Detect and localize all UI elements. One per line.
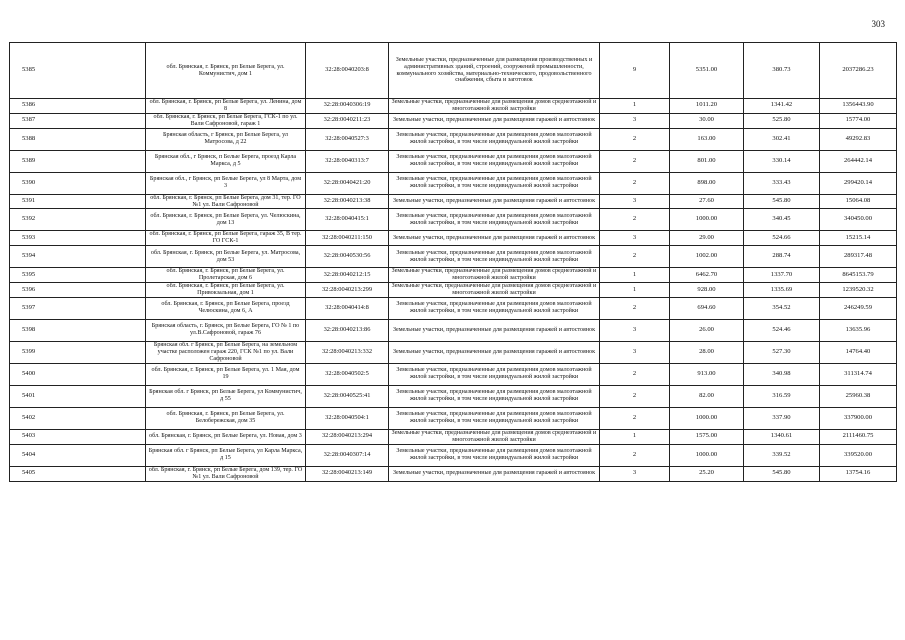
cadastral-value-cell: 13754.16 — [820, 466, 897, 481]
row-number-cell: 5387 — [10, 113, 146, 128]
table-row — [10, 268, 897, 283]
address-cell: обл. Брянская, г. Брянск, рп Белые Берега, ул. Ленина, дом 8 — [146, 99, 306, 114]
row-number-cell: 5388 — [10, 128, 146, 150]
address-cell: обл. Брянская, г. Брянск, рп Белые Берега, гараж 35, В тер. ГО ГСК-1 — [146, 231, 306, 246]
cadastral-number-cell: 32:28:0040307:14 — [306, 444, 389, 466]
land-use-cell: Земельные участки, предназначенные для размещения гаражей и автостоянок — [389, 113, 600, 128]
row-number-cell: 5398 — [10, 319, 146, 341]
specific-value-cell: 288.74 — [744, 246, 820, 268]
land-use-cell: Земельные участки, предназначенные для размещения домов среднеэтажной и многоэтажной жилой застройки — [389, 429, 600, 444]
land-use-cell: Земельные участки, предназначенные для размещения домов среднеэтажной и многоэтажной жилой застройки — [389, 99, 600, 114]
row-number-cell: 5399 — [10, 341, 146, 363]
cadastral-value-cell: 246249.59 — [820, 297, 897, 319]
land-use-cell: Земельные участки, предназначенные для размещения гаражей и автостоянок — [389, 194, 600, 209]
row-number-cell: 5390 — [10, 172, 146, 194]
land-use-cell: Земельные участки, предназначенные для размещения домов среднеэтажной и многоэтажной жилой застройки — [389, 268, 600, 283]
table-row — [10, 466, 897, 481]
usage-group-cell: 2 — [600, 128, 670, 150]
specific-value-cell: 354.52 — [744, 297, 820, 319]
specific-value-cell: 545.80 — [744, 466, 820, 481]
row-number-cell: 5394 — [10, 246, 146, 268]
address-cell: обл. Брянская, г. Брянск, рп Белые Берега, ул. Новая, дом 3 — [146, 429, 306, 444]
land-use-cell: Земельные участки, предназначенные для размещения домов малоэтажной жилой застройки, в том числе индивидуальной жилой застройки — [389, 297, 600, 319]
land-use-cell: Земельные участки, предназначенные для размещения домов малоэтажной жилой застройки, в том числе индивидуальной жилой застройки — [389, 172, 600, 194]
area-cell: 25.20 — [670, 466, 744, 481]
cadastral-number-cell: 32:28:0040415:1 — [306, 209, 389, 231]
specific-value-cell: 1335.69 — [744, 283, 820, 298]
area-cell: 82.00 — [670, 385, 744, 407]
specific-value-cell: 337.90 — [744, 407, 820, 429]
cadastral-number-cell: 32:28:0040213:332 — [306, 341, 389, 363]
table-row — [10, 113, 897, 128]
cadastral-number-cell: 32:28:0040213:149 — [306, 466, 389, 481]
address-cell: обл. Брянская, г. Брянск, рп Белые Берега, ул. Белобережская, дом 35 — [146, 407, 306, 429]
page-number: 303 — [871, 19, 885, 29]
address-cell: Брянская область, г. Брянск, рп Белые Берега, ГО № 1 по ул.В.Сафроновой, гараж 76 — [146, 319, 306, 341]
specific-value-cell: 525.80 — [744, 113, 820, 128]
land-use-cell: Земельные участки, предназначенные для размещения домов малоэтажной жилой застройки, в том числе индивидуальной жилой застройки — [389, 385, 600, 407]
area-cell: 1011.20 — [670, 99, 744, 114]
usage-group-cell: 2 — [600, 150, 670, 172]
land-use-cell: Земельные участки, предназначенные для размещения гаражей и автостоянок — [389, 341, 600, 363]
address-cell: Брянская обл., г Брянск, рп Белые Берега, ул 8 Марта, дом 3 — [146, 172, 306, 194]
address-cell: обл. Брянская, г. Брянск, рп Белые Берега, ул. Коммунистич, дом 1 — [146, 43, 306, 99]
specific-value-cell: 330.14 — [744, 150, 820, 172]
specific-value-cell: 380.73 — [744, 43, 820, 99]
area-cell: 5351.00 — [670, 43, 744, 99]
usage-group-cell: 3 — [600, 319, 670, 341]
table-row — [10, 150, 897, 172]
land-use-cell: Земельные участки, предназначенные для размещения производственных и административных зданий, строений, сооружений промышленности, коммунального хозяйства, материально-технического, продовольственного снабжения, сбыта и заготовок — [389, 43, 600, 99]
land-use-cell: Земельные участки, предназначенные для размещения домов малоэтажной жилой застройки, в том числе индивидуальной жилой застройки — [389, 444, 600, 466]
cadastral-number-cell: 32:28:0040213:294 — [306, 429, 389, 444]
cadastral-value-cell: 8645153.79 — [820, 268, 897, 283]
address-cell: Брянская обл. г Брянск, рп Белые Берега, ул Коммунистич, д 55 — [146, 385, 306, 407]
cadastral-number-cell: 32:28:0040414:8 — [306, 297, 389, 319]
specific-value-cell: 524.46 — [744, 319, 820, 341]
row-number-cell: 5405 — [10, 466, 146, 481]
address-cell: обл. Брянская, г. Брянск, рп Белые Берега, ул. 1 Мая, дом 19 — [146, 363, 306, 385]
land-use-cell: Земельные участки, предназначенные для размещения домов малоэтажной жилой застройки, в том числе индивидуальной жилой застройки — [389, 246, 600, 268]
cadastral-number-cell: 32:28:0040421:20 — [306, 172, 389, 194]
usage-group-cell: 2 — [600, 385, 670, 407]
usage-group-cell: 1 — [600, 99, 670, 114]
table-row — [10, 43, 897, 99]
land-use-cell: Земельные участки, предназначенные для размещения домов малоэтажной жилой застройки, в том числе индивидуальной жилой застройки — [389, 150, 600, 172]
cadastral-value-cell: 15064.08 — [820, 194, 897, 209]
usage-group-cell: 2 — [600, 246, 670, 268]
table-row — [10, 363, 897, 385]
area-cell: 1000.00 — [670, 407, 744, 429]
table-row — [10, 341, 897, 363]
table-row — [10, 209, 897, 231]
specific-value-cell: 333.43 — [744, 172, 820, 194]
area-cell: 27.60 — [670, 194, 744, 209]
specific-value-cell: 527.30 — [744, 341, 820, 363]
specific-value-cell: 1337.70 — [744, 268, 820, 283]
usage-group-cell: 2 — [600, 407, 670, 429]
cadastral-value-cell: 311314.74 — [820, 363, 897, 385]
land-use-cell: Земельные участки, предназначенные для размещения домов малоэтажной жилой застройки, в том числе индивидуальной жилой застройки — [389, 209, 600, 231]
cadastral-number-cell: 32:28:0040211:23 — [306, 113, 389, 128]
usage-group-cell: 3 — [600, 466, 670, 481]
specific-value-cell: 316.59 — [744, 385, 820, 407]
usage-group-cell: 1 — [600, 268, 670, 283]
cadastral-number-cell: 32:28:0040306:19 — [306, 99, 389, 114]
usage-group-cell: 3 — [600, 113, 670, 128]
cadastral-number-cell: 32:28:0040504:1 — [306, 407, 389, 429]
usage-group-cell: 2 — [600, 297, 670, 319]
specific-value-cell: 1340.61 — [744, 429, 820, 444]
row-number-cell: 5392 — [10, 209, 146, 231]
row-number-cell: 5395 — [10, 268, 146, 283]
table-row — [10, 128, 897, 150]
table-row — [10, 429, 897, 444]
table-row — [10, 297, 897, 319]
area-cell: 1002.00 — [670, 246, 744, 268]
cadastral-number-cell: 32:28:0040313:7 — [306, 150, 389, 172]
cadastral-number-cell: 32:28:0040213:38 — [306, 194, 389, 209]
row-number-cell: 5401 — [10, 385, 146, 407]
row-number-cell: 5389 — [10, 150, 146, 172]
usage-group-cell: 3 — [600, 341, 670, 363]
cadastral-number-cell: 32:28:0040211:150 — [306, 231, 389, 246]
usage-group-cell: 2 — [600, 209, 670, 231]
cadastral-number-cell: 32:28:0040213:86 — [306, 319, 389, 341]
cadastral-number-cell: 32:28:0040213:299 — [306, 283, 389, 298]
row-number-cell: 5385 — [10, 43, 146, 99]
cadastral-number-cell: 32:28:0040203:8 — [306, 43, 389, 99]
area-cell: 1000.00 — [670, 209, 744, 231]
area-cell: 694.60 — [670, 297, 744, 319]
cadastral-value-cell: 25960.38 — [820, 385, 897, 407]
table-row — [10, 444, 897, 466]
land-use-cell: Земельные участки, предназначенные для размещения гаражей и автостоянок — [389, 466, 600, 481]
cadastral-number-cell: 32:28:0040502:5 — [306, 363, 389, 385]
cadastral-value-cell: 337900.00 — [820, 407, 897, 429]
table-row — [10, 319, 897, 341]
cadastral-value-cell: 15215.14 — [820, 231, 897, 246]
land-use-cell: Земельные участки, предназначенные для размещения гаражей и автостоянок — [389, 231, 600, 246]
land-use-cell: Земельные участки, предназначенные для размещения домов малоэтажной жилой застройки, в том числе индивидуальной жилой застройки — [389, 363, 600, 385]
address-cell: Брянская область, г Брянск, рп Белые Берега, ул Матросова, д 22 — [146, 128, 306, 150]
address-cell: обл. Брянская, г. Брянск, рп Белые Берега, проезд Челюскина, дом 6, А — [146, 297, 306, 319]
specific-value-cell: 340.98 — [744, 363, 820, 385]
address-cell: обл. Брянская, г. Брянск, рп Белые Берега, дом 31, тер. ГО №1 ул. Вали Сафроновой — [146, 194, 306, 209]
cadastral-value-cell: 264442.14 — [820, 150, 897, 172]
area-cell: 913.00 — [670, 363, 744, 385]
address-cell: Брянская обл., г Брянск, п Белые Берега, проезд Карла Маркса, д 5 — [146, 150, 306, 172]
usage-group-cell: 9 — [600, 43, 670, 99]
address-cell: обл. Брянская, г. Брянск, рп Белые Берега, ул. Челюскина, дом 13 — [146, 209, 306, 231]
table-row — [10, 385, 897, 407]
address-cell: обл. Брянская, г. Брянск, рп Белые Берега, ул. Матросова, дом 53 — [146, 246, 306, 268]
table-row — [10, 194, 897, 209]
row-number-cell: 5400 — [10, 363, 146, 385]
area-cell: 28.00 — [670, 341, 744, 363]
area-cell: 26.00 — [670, 319, 744, 341]
cadastral-number-cell: 32:28:0040212:15 — [306, 268, 389, 283]
specific-value-cell: 302.41 — [744, 128, 820, 150]
usage-group-cell: 2 — [600, 363, 670, 385]
cadastral-value-cell: 1239520.32 — [820, 283, 897, 298]
specific-value-cell: 545.80 — [744, 194, 820, 209]
area-cell: 801.00 — [670, 150, 744, 172]
row-number-cell: 5402 — [10, 407, 146, 429]
cadastral-value-cell: 49292.83 — [820, 128, 897, 150]
cadastral-value-cell: 2037286.23 — [820, 43, 897, 99]
land-use-cell: Земельные участки, предназначенные для размещения домов среднеэтажной и многоэтажной жилой застройки — [389, 283, 600, 298]
area-cell: 163.00 — [670, 128, 744, 150]
table-row — [10, 231, 897, 246]
address-cell: обл. Брянская, г. Брянск, рп Белые Берега, ул. Пролетарская, дом 6 — [146, 268, 306, 283]
land-registry-table — [9, 42, 897, 482]
usage-group-cell: 3 — [600, 194, 670, 209]
cadastral-value-cell: 1356443.90 — [820, 99, 897, 114]
cadastral-number-cell: 32:28:0040525:41 — [306, 385, 389, 407]
row-number-cell: 5397 — [10, 297, 146, 319]
land-use-cell: Земельные участки, предназначенные для размещения домов малоэтажной жилой застройки, в том числе индивидуальной жилой застройки — [389, 128, 600, 150]
row-number-cell: 5386 — [10, 99, 146, 114]
usage-group-cell: 2 — [600, 172, 670, 194]
cadastral-value-cell: 15774.00 — [820, 113, 897, 128]
area-cell: 30.00 — [670, 113, 744, 128]
cadastral-value-cell: 13635.96 — [820, 319, 897, 341]
usage-group-cell: 1 — [600, 429, 670, 444]
specific-value-cell: 1341.42 — [744, 99, 820, 114]
address-cell: Брянская обл. г Брянск, рп Белые Берега, ул Карла Маркса, д 15 — [146, 444, 306, 466]
specific-value-cell: 340.45 — [744, 209, 820, 231]
area-cell: 928.00 — [670, 283, 744, 298]
row-number-cell: 5391 — [10, 194, 146, 209]
table-row — [10, 99, 897, 114]
row-number-cell: 5404 — [10, 444, 146, 466]
usage-group-cell: 2 — [600, 444, 670, 466]
land-use-cell: Земельные участки, предназначенные для размещения гаражей и автостоянок — [389, 319, 600, 341]
table-row — [10, 246, 897, 268]
row-number-cell: 5393 — [10, 231, 146, 246]
area-cell: 6462.70 — [670, 268, 744, 283]
cadastral-value-cell: 339520.00 — [820, 444, 897, 466]
cadastral-value-cell: 14764.40 — [820, 341, 897, 363]
specific-value-cell: 524.66 — [744, 231, 820, 246]
usage-group-cell: 3 — [600, 231, 670, 246]
cadastral-value-cell: 299420.14 — [820, 172, 897, 194]
address-cell: Брянская обл. г Брянск, рп Белые Берега, на земельном участке расположен гараж 220, ГСК №1 по ул. Вали Сафроновой — [146, 341, 306, 363]
cadastral-value-cell: 2111460.75 — [820, 429, 897, 444]
cadastral-value-cell: 340450.00 — [820, 209, 897, 231]
land-use-cell: Земельные участки, предназначенные для размещения домов малоэтажной жилой застройки, в том числе индивидуальной жилой застройки — [389, 407, 600, 429]
address-cell: обл. Брянская, г. Брянск, рп Белые Берега, ГСК-1 по ул. Вали Сафроновой, гараж 1 — [146, 113, 306, 128]
usage-group-cell: 1 — [600, 283, 670, 298]
address-cell: обл. Брянская, г. Брянск, рп Белые Берега, дом 139, тер. ГО №1 ул. Вали Сафроновой — [146, 466, 306, 481]
table-row — [10, 283, 897, 298]
cadastral-value-cell: 289317.48 — [820, 246, 897, 268]
row-number-cell: 5403 — [10, 429, 146, 444]
table-row — [10, 172, 897, 194]
table-row — [10, 407, 897, 429]
area-cell: 898.00 — [670, 172, 744, 194]
specific-value-cell: 339.52 — [744, 444, 820, 466]
area-cell: 1575.00 — [670, 429, 744, 444]
address-cell: обл. Брянская, г. Брянск, рп Белые Берега, ул. Привокзальная, дом 1 — [146, 283, 306, 298]
table-body — [10, 43, 897, 482]
area-cell: 1000.00 — [670, 444, 744, 466]
cadastral-number-cell: 32:28:0040530:56 — [306, 246, 389, 268]
area-cell: 29.00 — [670, 231, 744, 246]
cadastral-number-cell: 32:28:0040527:3 — [306, 128, 389, 150]
row-number-cell: 5396 — [10, 283, 146, 298]
